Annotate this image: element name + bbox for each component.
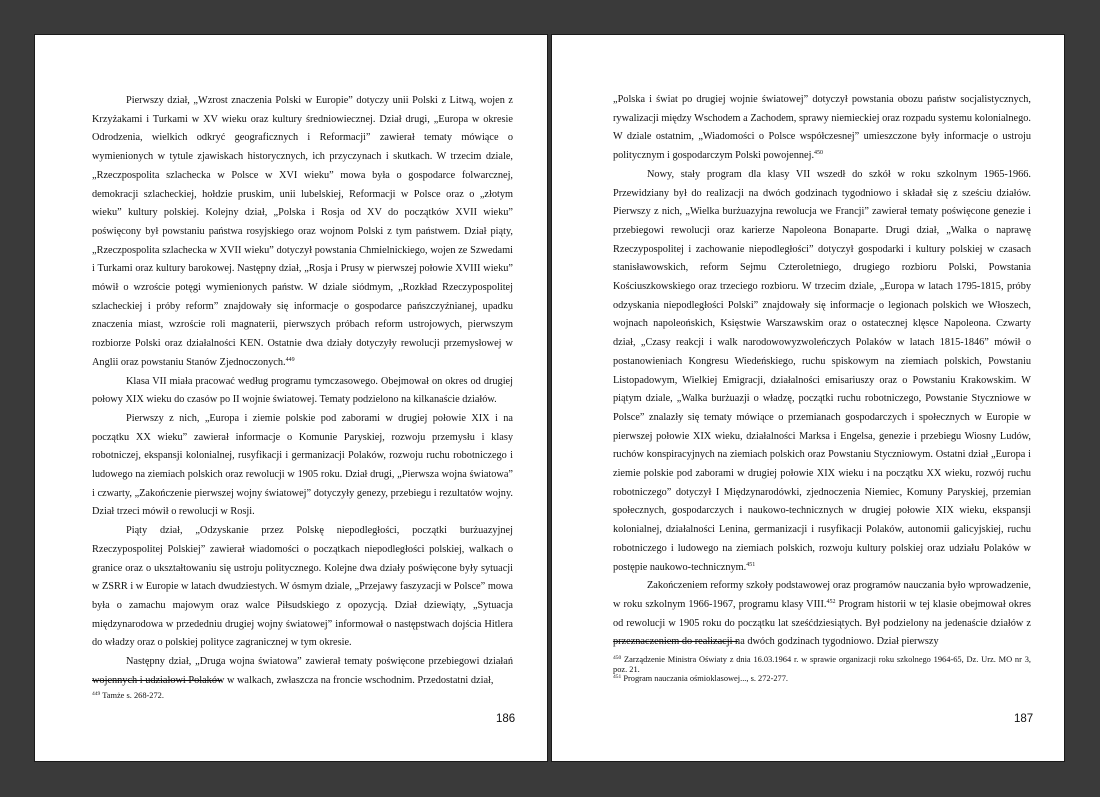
footnote-separator bbox=[92, 680, 222, 681]
right-page bbox=[551, 34, 1065, 762]
paragraph: „Polska i świat po drugiej wojnie światowej” dotyczył powstania obozu państw socjalistycznych, rywalizacji między Wschodem a Zachodem, sprawy niemieckiej oraz rozpadu systemu kolonialnego. W dziale ostatnim, „Wiadomości o Polsce współczesnej” umieszczone były informacje o ustroju politycznym i gospodarczym Polski powojennej.$^{450}$ bbox=[613, 94, 1031, 162]
paragraph: Zakończeniem reformy szkoły podstawowej oraz programów nauczania było wprowadzenie, w roku szkolnym 1966-1967, programu klasy VIII.$^{452}$ Program historii w tej klasie obejmował okres od rewolucji w 1905 roku do początku lat sześćdziesiątych. Był podzielony na jedenaście działów z przeznaczeniem do realizacji na dwóch godzinach tygodniowo. Dział pierwszy bbox=[613, 580, 1031, 648]
footnote: $^{450}$ Zarządzenie Ministra Oświaty z dnia 16.03.1964 r. w sprawie organizacji roku szkolnego 1964-65, Dz. Urz. MO nr 3, poz. 21. bbox=[613, 655, 1031, 674]
paragraph: Nowy, stały program dla klasy VII wszedł do szkół w roku szkolnym 1965-1966. Przewidziany był do realizacji na dwóch godzinach tygodniowo i składał się z sześciu działów. Pierwszy z nich, „Wielka burżuazyjna rewolucja we Francji” zawierał tematy poświęcone genezie i przebiegowi rewolucji oraz karierze Napoleona Bonaparte. Drugi dział, „Walka o naprawę Rzeczypospolitej i zachowanie niepodległości” dotyczył gospodarki i kultury polskiej w czasach stanisławowskich, reform Sejmu Czteroletniego, drugiego rozbioru Polski, Powstania Kościuszkowskiego oraz trzeciego rozbioru. W trzecim dziale, „Europa w latach 1795-1815, próby odzyskania niepodległości Polski” znajdowały się informacje o legionach polskich we Włoszech, wojnach napoleońskich, Księstwie Warszawskim oraz o ostatecznej klęsce Napoleona. Czwarty dział, „Czasy reakcji i walk narodowowyzwoleńczych Polaków w latach 1815-1846” mówił o postanowieniach Kongresu Wiedeńskiego, ruchu spiskowym na ziemiach polskich, Powstaniu Listopadowym, Wielkiej Emigracji, działalności emisariuszy oraz o Powstaniu Krakowskim. W piątym dziale, „Walka burżuazji o władzę, początki ruchu robotniczego, Powstanie Styczniowe w Polsce” znalazły się tematy mówiące o przemianach gospodarczych i społecznych w Europie w pierwszej połowie XIX wieku, działalności Marksa i Engelsa, genezie i przebiegu Wiosny Ludów, ruchów konspiracyjnych na ziemiach polskich oraz Powstaniu Styczniowym. Ostatni dział „Europa i ziemie polskie pod zaborami w drugiej połowie XIX wieku i na początku XX wieku, rozwój ruchu robotniczego” dotyczył I Międzynarodówki, zjednoczenia Niemiec, Komuny Paryskiej, przemian społecznych, gospodarczych i naukowo-technicznych w drugiej połowie XIX wieku, ekspansji kolonialnej, działalności Lenina, germanizacji i rusyfikacji Polaków, autonomii galicyjskiej, ruchu robotniczego i ludowego na ziemiach polskich, rozwoju kultury polskiej oraz udziału Polaków w postępie naukowo-technicznym.$^{451}$ bbox=[613, 168, 1031, 573]
left-page-body bbox=[92, 92, 513, 691]
paragraph: Pierwszy z nich, „Europa i ziemie polskie pod zaborami w drugiej połowie XIX i na początku XX wieku” zawierał informacje o Komunie Paryskiej, rozwoju przemysłu i klasy robotniczej, ekspansji kolonialnej, rusyfikacji i germanizacji Polaków, rozwoju ruchu robotniczego i ludowego na ziemiach polskich oraz rewolucji w 1905 roku. Dział drugi, „Pierwsza wojna światowa” i czwarty, „Zakończenie pierwszej wojny światowej” dotyczyły genezy, przebiegu i rezultatów wojny. Dział trzeci mówił o rewolucji w Rosji. bbox=[92, 412, 513, 518]
right-page-body bbox=[613, 91, 1031, 652]
paragraph: Klasa VII miała pracować według programu tymczasowego. Obejmował on okres od drugiej połowy XIX wieku do czasów po II wojnie światowej. Tematy podzielono na kilkanaście działów. bbox=[92, 375, 513, 406]
footnote: $^{449}$ Tamże s. 268-272. bbox=[92, 691, 164, 700]
paragraph: Pierwszy dział, „Wzrost znaczenia Polski w Europie” dotyczy unii Polski z Litwą, wojen z Krzyżakami i Turkami w XV wieku oraz kultury średniowiecznej. Dział drugi, „Europa w okresie Odrodzenia, wielkich odkryć geograficznych i Reformacji” zawierał tematy mówiące o wymienionych w tytule zjawiskach historycznych, ich przyczynach i skutkach. W trzecim dziale, „Rzeczpospolita szlachecka w Polsce w XVI wieku” mowa była o gospodarce folwarcznej, demokracji szlacheckiej, hołdzie pruskim, unii lubelskiej, Reformacji w Polsce oraz o „złotym wieku” kultury polskiej. Kolejny dział, „Polska i Rosja od XV do początków XVII wieku” poświęcony był powstaniu państwa rosyjskiego oraz wojnom Polski z tym państwem. Dział piąty, „Rzeczpospolita szlachecka w XVII wieku” dotyczył powstania Chmielnickiego, wojen ze Szwedami i Turkami oraz kultury barokowej. Następny dział, „Rosja i Prusy w pierwszej połowie XVIII wieku” mówił o wzroście potęgi wymienionych państw. W dziale siódmym, „Rozkład Rzeczypospolitej szlacheckiej i próby reform” znajdowały się informacje o gospodarce pańszczyźnianej, upadku znaczenia miast, wzroście roli magnaterii, pierwszych próbach reform ustrojowych, pierwszym rozbiorze Polski oraz działalności KEN. Ostatnie dwa działy dotyczyły rewolucji przemysłowej w Anglii oraz powstaniu Stanów Zjednoczonych.$^{449}$ bbox=[92, 95, 513, 368]
footnote-ref[interactable]: 452 bbox=[826, 598, 836, 605]
footnote: $^{451}$ Program nauczania ośmioklasowej..., s. 272-277. bbox=[613, 674, 789, 684]
left-page bbox=[34, 34, 548, 762]
page-number: 186 bbox=[496, 713, 516, 725]
paragraph: Następny dział, „Druga wojna światowa” zawierał tematy poświęcone przebiegowi działań wojennych i udziałowi Polaków w walkach, zwłaszcza na froncie wschodnim. Przedostatni dział, bbox=[92, 656, 513, 686]
footnote-ref[interactable]: 450 bbox=[814, 150, 824, 157]
footnote-ref[interactable]: 451 bbox=[746, 561, 756, 568]
paragraph: Piąty dział, „Odzyskanie przez Polskę niepodległości, początki burżuazyjnej Rzeczypospolitej Polskiej” zawierał wiadomości o początkach niepodległości polskiej, walkach o granice oraz o ukształtowaniu się ustroju politycznego. Kolejne dwa działy poświęcone były sytuacji w ZSRR i w Europie w latach dwudziestych. W ósmym dziale, „Przejawy faszyzacji w Polsce” mowa była o zamachu majowym oraz walce Piłsudskiego z opozycją. Dział dziewiąty, „Sytuacja międzynarodowa w przededniu drugiej wojny światowej” informował o następstwach dojścia Hitlera do władzy oraz o polskiej polityce zagranicznej w tym okresie. bbox=[92, 525, 513, 649]
page-number: 187 bbox=[1014, 713, 1034, 725]
footnote-separator bbox=[613, 641, 738, 642]
footnotes bbox=[92, 691, 513, 701]
footnote-ref[interactable]: 449 bbox=[285, 356, 295, 363]
footnotes bbox=[613, 655, 1031, 684]
